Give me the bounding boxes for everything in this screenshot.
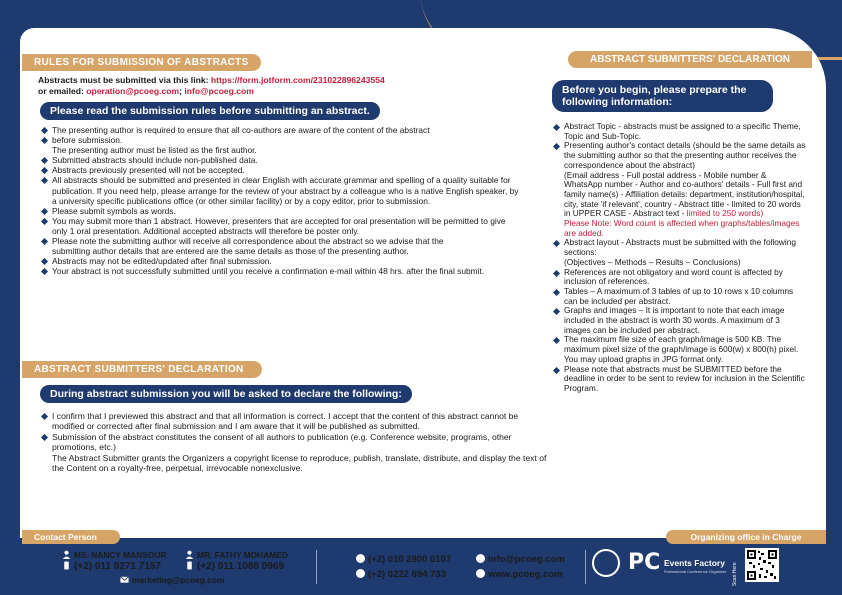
organizing-office-tab: Organizing office in Charge (666, 530, 826, 544)
declaration-extra: The Abstract Submitter grants the Organizers a copyright license to reproduce, publish, translate, distribute, and display the text of the Content on a royalty-free, perpetual, irrevocable nonexclusive. (52, 452, 547, 474)
rules-header: RULES FOR SUBMISSION OF ABSTRACTS (22, 54, 261, 71)
rule-subline: submitting author details that are entered are the same details as those of the presenting author. (52, 246, 409, 257)
qr-code-icon (747, 550, 777, 580)
preparation-column (552, 80, 806, 394)
list-item: Abstracts may not be edited/updated after final submission. (42, 256, 522, 266)
list-item: References are not obligatory and word count is affected by inclusion of references. (554, 268, 806, 287)
prep-note: Please Note: Word count is affected when graphs/tables/images are added. (564, 218, 800, 238)
list-item: Abstract layout - Abstracts must be submitted with the following sections: (554, 238, 806, 257)
intro-email-label: or emailed: (38, 85, 87, 96)
prep-sections: (Objectives – Methods – Results – Conclusions) (564, 256, 741, 267)
pc-logo: PC (628, 550, 661, 575)
contact-phone[interactable]: (+2) 011 0271 7157 (74, 561, 162, 572)
qr-code[interactable] (745, 548, 779, 582)
list-item: Abstracts previously presented will not be accepted. (42, 165, 522, 175)
office-links (476, 552, 565, 582)
prep-detail (554, 171, 806, 220)
rules-column (22, 52, 522, 276)
contact-name: MS. NANCY MANSOUR (74, 550, 167, 560)
seal-logo-icon (592, 549, 620, 577)
prep-banner: Before you begin, please prepare the following information: (552, 80, 773, 112)
list-item: Please submit symbols as words. (42, 206, 522, 216)
office-contacts (356, 552, 451, 582)
contact-nancy (62, 549, 166, 573)
marketing-contact (120, 574, 224, 586)
list-item: Abstract Topic - abstracts must be assigned to a specific Theme, Topic and Sub-Topic. (554, 122, 806, 141)
list-item: Your abstract is not successfully submitted until you receive a confirmation e-mail within 48 hrs. after the final submit. (42, 266, 522, 276)
list-item: Graphs and images – It is important to note that each image included in the abstract is worth 30 words. A maximum of 3 images can be included per abstract. (554, 306, 806, 335)
intro-link-label: Abstracts must be submitted via this link: (38, 75, 211, 85)
contact-name: MR. FATHY MOHAMED (197, 550, 288, 560)
office-email-link[interactable]: info@pcoeg.com (488, 554, 565, 565)
list-item: The presenting author is required to ensure that all co-authors are aware of the content of the abstract (42, 125, 522, 135)
list-item: Tables – A maximum of 3 tables of up to 10 rows x 10 columns can be included per abstract. (554, 287, 806, 306)
prep-list (554, 122, 806, 394)
person-icon (185, 550, 194, 559)
phone-icon (62, 561, 71, 570)
contact-phone[interactable]: (+2) 011 1088 0969 (197, 561, 285, 572)
list-item: Submission of the abstract constitutes the consent of all authors to publication (e.g. Conference website, programs, other promotions, etc.) (42, 432, 552, 453)
phone-icon (356, 569, 365, 578)
contact-fathy (185, 549, 288, 573)
list-item: I confirm that I previewed this abstract and that all information is correct. I accept that the content of this abstract cannot be modified or corrected after final submission and I am aware that it will be published as submitted. (42, 411, 552, 432)
office-phone[interactable]: (+2) 0222 694 733 (368, 569, 446, 580)
phone-icon (185, 561, 194, 570)
list-item: You may submit more than 1 abstract. However, presenters that are accepted for oral presentation will be permitted to give only 1 oral presentation. Additional accepted abstracts will therefore be poster only. (42, 216, 522, 236)
list-item: Presenting author's contact details (should be the same details as the submitting author so that the presenting author receives the correspondence about the abstract) (554, 141, 806, 170)
read-rules-banner: Please read the submission rules before submitting an abstract. (40, 102, 380, 120)
footer-divider (316, 550, 317, 584)
declaration-header: ABSTRACT SUBMITTERS' DECLARATION (22, 361, 262, 378)
mail-icon (120, 575, 129, 584)
list-item: before submission. (42, 135, 522, 145)
info-email-link[interactable]: info@pcoeg.com (184, 85, 254, 96)
events-factory-title: Events Factory (664, 558, 725, 568)
list-item: Submitted abstracts should include non-published data. (42, 155, 522, 165)
rule-subline: The presenting author must be listed as the first author. (52, 145, 257, 156)
declaration-list (42, 411, 552, 473)
person-icon (62, 550, 71, 559)
rules-list (42, 125, 522, 276)
declaration-section (22, 359, 547, 474)
events-factory-subtitle: Professional Conference Organizer (664, 569, 727, 574)
office-phone[interactable]: (+2) 010 2800 0107 (368, 554, 452, 565)
prep-detail-text: (Email address - Full postal address - Mobile number & WhatsApp number - Author and co-authors' details - Full first and family name(s) - Affiliation details: department, institution/hospital, city, state 'if relevant', country - Abstract title - limited to 20 words in UPPER CASE - Abstract text - (564, 169, 805, 219)
right-header: ABSTRACT SUBMITTERS' DECLARATION (568, 51, 812, 68)
scan-here-label: Scan Here (732, 562, 738, 586)
declaration-banner: During abstract submission you will be asked to declare the following: (40, 385, 412, 403)
submission-intro (38, 75, 522, 96)
marketing-email-link[interactable]: marketing@pcoeg.com (132, 575, 225, 585)
list-item: Please note the submitting author will receive all correspondence about the abstract so we advise that the (42, 236, 522, 246)
footer-divider (585, 550, 586, 584)
contact-person-tab: Contact Person (22, 530, 120, 544)
list-item: The maximum file size of each graph/image is 500 KB. The maximum pixel size of the graph/image is 600(w) x 800(h) pixel. You may upload graphs in JPG format only. (554, 335, 806, 364)
globe-icon (476, 569, 485, 578)
mail-icon (476, 554, 485, 563)
list-item: All abstracts should be submitted and presented in clear English with accurate grammar and spelling of a quality suitable for publication. If you need help, please arrange for the review of your abstract by a colleague who is a native English speaker, by a university specific publications office (or other similar facility) or by a copy editor, prior to submission. (42, 175, 522, 205)
email-separator: ; (179, 85, 185, 96)
operation-email-link[interactable]: operation@pcoeg.com (86, 85, 180, 96)
list-item: Please note that abstracts must be SUBMITTED before the deadline in order to be sent to review for inclusion in the Scientific Program. (554, 365, 806, 394)
submission-link[interactable]: https://form.jotform.com/231022896243554 (210, 75, 385, 85)
prep-word-limit: limited to 250 words) (686, 208, 764, 219)
website-link[interactable]: www.pcoeg.com (488, 569, 563, 580)
whatsapp-icon (356, 554, 365, 563)
